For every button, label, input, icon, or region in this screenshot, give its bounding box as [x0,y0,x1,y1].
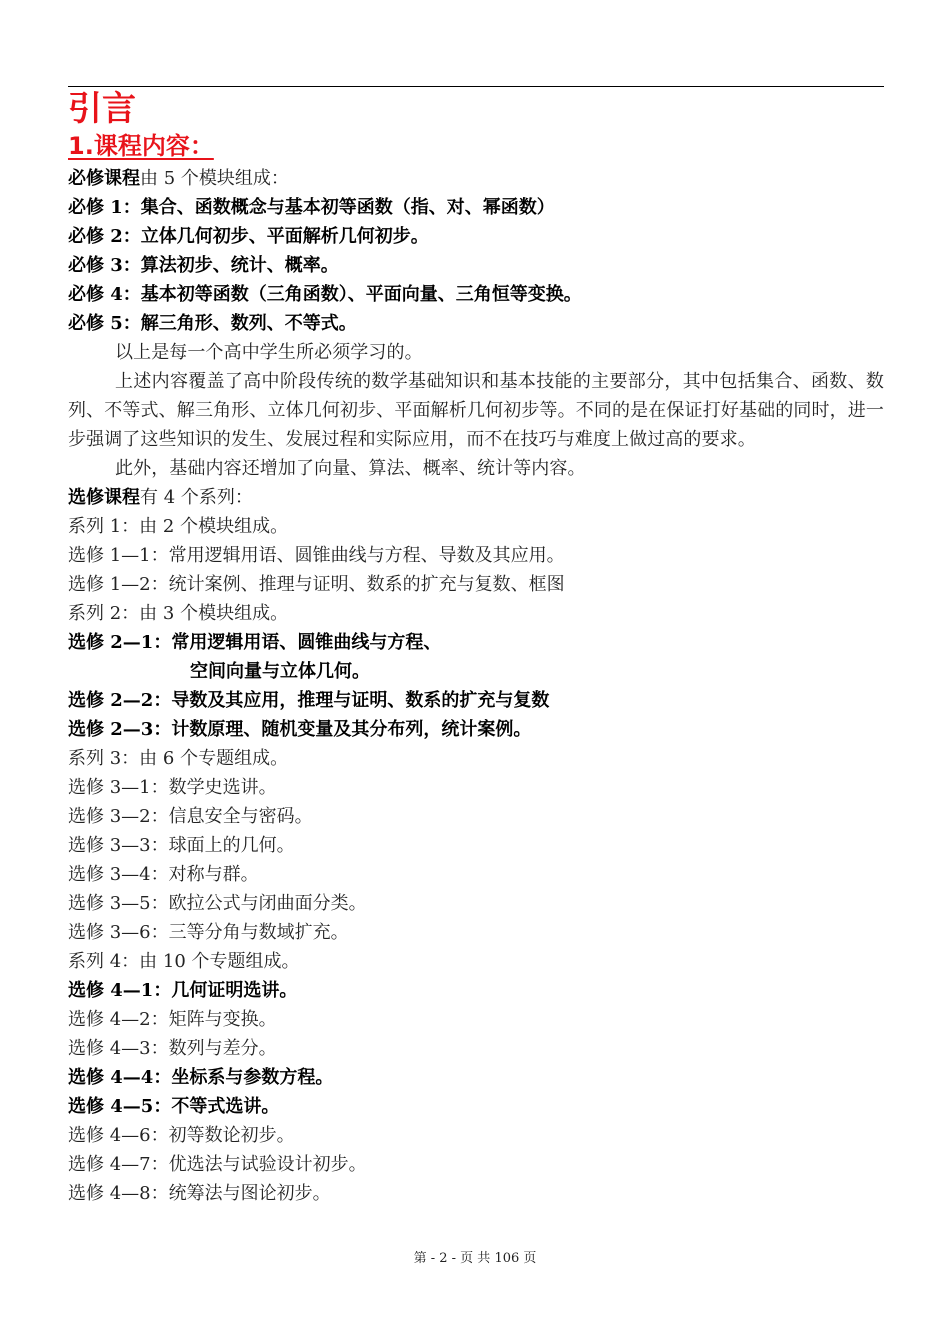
elective-intro-bold: 选修课程 [68,487,140,508]
series-3-header: 系列 3：由 6 个专题组成。 [68,748,289,769]
series-4-item: 选修 4—8：统筹法与图论初步。 [68,1183,331,1204]
series-1-item: 选修 1—1：常用逻辑用语、圆锥曲线与方程、导数及其应用。 [68,545,565,566]
series-1-header: 系列 1：由 2 个模块组成。 [68,516,289,537]
series-3-item: 选修 3—6：三等分角与数域扩充。 [68,922,349,943]
series-3-item: 选修 3—4：对称与群。 [68,864,259,885]
series-4-item: 选修 4—2：矩阵与变换。 [68,1009,277,1030]
header-rule [68,86,884,87]
elective-intro-rest: 有 4 个系列： [140,487,253,508]
paragraph-1: 以上是每一个高中学生所必须学习的。 [115,342,423,363]
page-footer: 第 - 2 - 页 共 106 页 [413,1251,537,1266]
required-module-2: 必修 2：立体几何初步、平面解析几何初步。 [68,226,429,247]
series-4-item: 选修 4—7：优选法与试验设计初步。 [68,1154,367,1175]
series-2-item: 选修 2—2：导数及其应用，推理与证明、数系的扩充与复数 [68,690,550,711]
series-2-header: 系列 2：由 3 个模块组成。 [68,603,289,624]
required-intro-rest: 由 5 个模块组成： [140,168,289,189]
series-4-list [68,976,884,1208]
required-intro-bold: 必修课程 [68,168,140,189]
section-heading: 1.课程内容： [68,132,214,160]
paragraph-2: 上述内容覆盖了高中阶段传统的数学基础知识和基本技能的主要部分，其中包括集合、函数、数列、不等式、解三角形、立体几何初步、平面解析几何初步等。不同的是在保证打好基础的同时，进一步强调了这些知识的发生、发展过程和实际应用，而不在技巧与难度上做过高的要求。 [68,371,884,450]
paragraph-3: 此外，基础内容还增加了向量、算法、概率、统计等内容。 [115,458,586,479]
series-1-item: 选修 1—2：统计案例、推理与证明、数系的扩充与复数、框图 [68,574,565,595]
page-content [68,88,884,1208]
page-title: 引言 [68,89,136,129]
series-3-item: 选修 3—5：欧拉公式与闭曲面分类。 [68,893,367,914]
series-3-item: 选修 3—3：球面上的几何。 [68,835,295,856]
series-2-item: 选修 2—1：常用逻辑用语、圆锥曲线与方程、 [68,632,442,653]
series-4-header: 系列 4：由 10 个专题组成。 [68,951,300,972]
series-3-item: 选修 3—1：数学史选讲。 [68,777,277,798]
series-4-item: 选修 4—5：不等式选讲。 [68,1096,280,1117]
series-2-item: 选修 2—3：计数原理、随机变量及其分布列，统计案例。 [68,719,532,740]
required-intro [68,164,884,193]
series-4-item: 选修 4—1：几何证明选讲。 [68,980,298,1001]
series-4-item: 选修 4—6：初等数论初步。 [68,1125,295,1146]
series-3-item: 选修 3—2：信息安全与密码。 [68,806,313,827]
required-module-1: 必修 1：集合、函数概念与基本初等函数（指、对、幂函数） [68,197,555,218]
required-module-4: 必修 4：基本初等函数（三角函数）、平面向量、三角恒等变换。 [68,284,582,305]
series-4-item: 选修 4—4：坐标系与参数方程。 [68,1067,334,1088]
series-2-item-continuation: 空间向量与立体几何。 [190,661,370,682]
series-4-item: 选修 4—3：数列与差分。 [68,1038,277,1059]
elective-intro [68,483,884,512]
required-module-3: 必修 3：算法初步、统计、概率。 [68,255,339,276]
required-module-5: 必修 5：解三角形、数列、不等式。 [68,313,357,334]
